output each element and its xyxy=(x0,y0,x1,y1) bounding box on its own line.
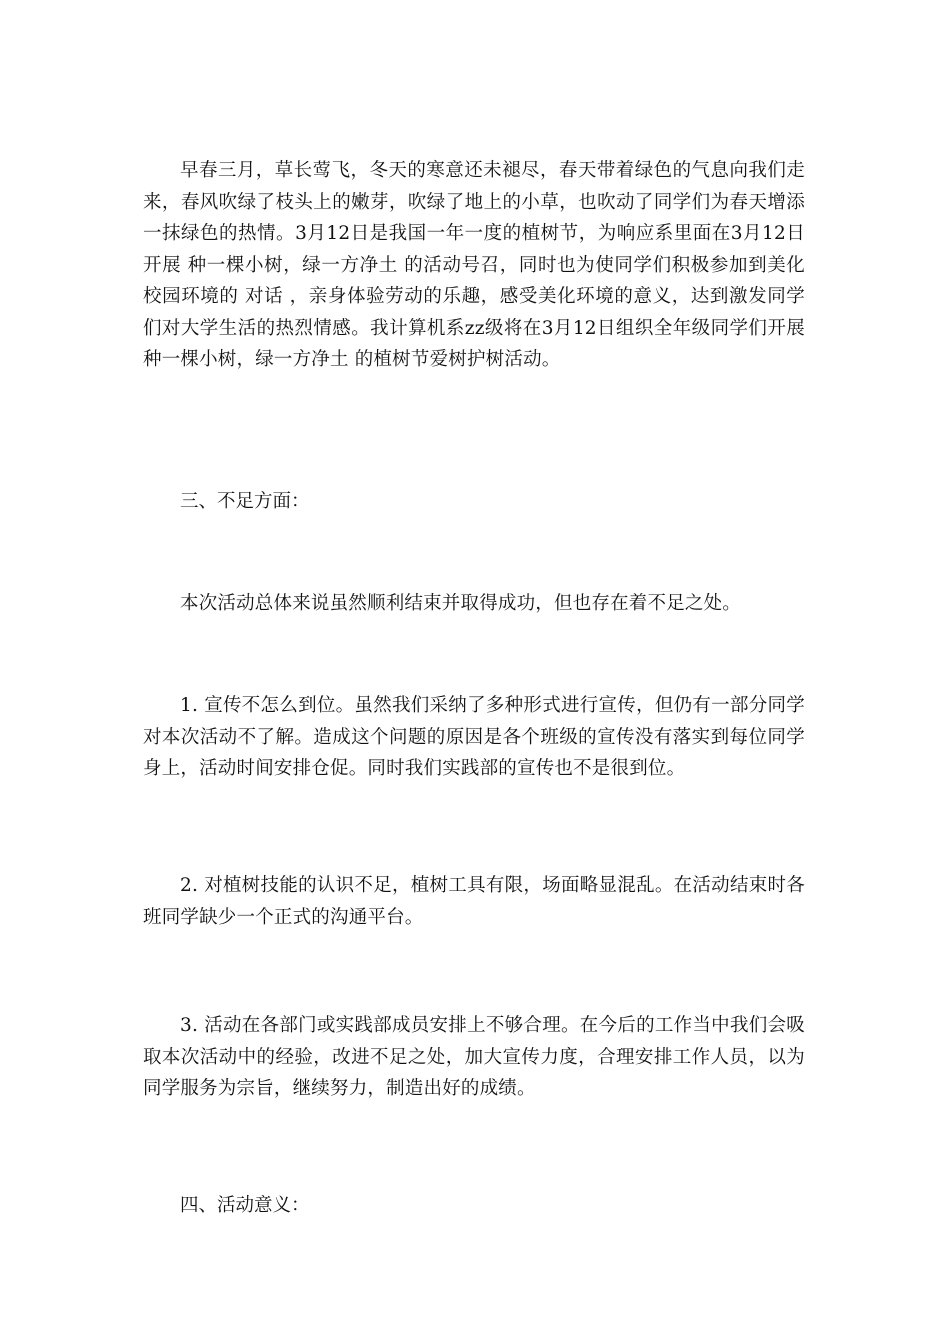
deficiency-item-2: 2. 对植树技能的认识不足，植树工具有限，场面略显混乱。在活动结束时各班同学缺少一个正式的沟通平台。 xyxy=(143,875,805,928)
section-3-heading: 三、不足方面： xyxy=(180,491,310,512)
section-4-heading: 四、活动意义： xyxy=(180,1195,310,1216)
deficiency-item-1: 1. 宣传不怎么到位。虽然我们采纳了多种形式进行宣传，但仍有一部分同学对本次活动不了解。造成这个问题的原因是各个班级的宣传没有落实到每位同学身上，活动时间安排仓促。同时我们实践部的宣传也不是很到位。 xyxy=(143,695,805,779)
deficiency-item-3: 3. 活动在各部门或实践部成员安排上不够合理。在今后的工作当中我们会吸取本次活动中的经验，改进不足之处，加大宣传力度，合理安排工作人员，以为同学服务为宗旨，继续努力，制造出好的成绩。 xyxy=(143,1015,805,1099)
intro-paragraph: 早春三月，草长莺飞，冬天的寒意还未褪尽，春天带着绿色的气息向我们走来，春风吹绿了枝头上的嫩芽，吹绿了地上的小草，也吹动了同学们为春天增添一抹绿色的热情。3月12日是我国一年一度的植树节，为响应系里面在3月12日开展 种一棵小树，绿一方净土 的活动号召，同时也为使同学们积极参加到美化校园环境的 对话 ，亲身体验劳动的乐趣，感受美化环境的意义，达到激发同学们对大学生活的热烈情感。我计算机系zz级将在3月12日组织全年级同学们开展 种一棵小树，绿一方净土 的植树节爱树护树活动。 xyxy=(143,160,805,370)
section-3-summary: 本次活动总体来说虽然顺利结束并取得成功，但也存在着不足之处。 xyxy=(180,593,742,614)
